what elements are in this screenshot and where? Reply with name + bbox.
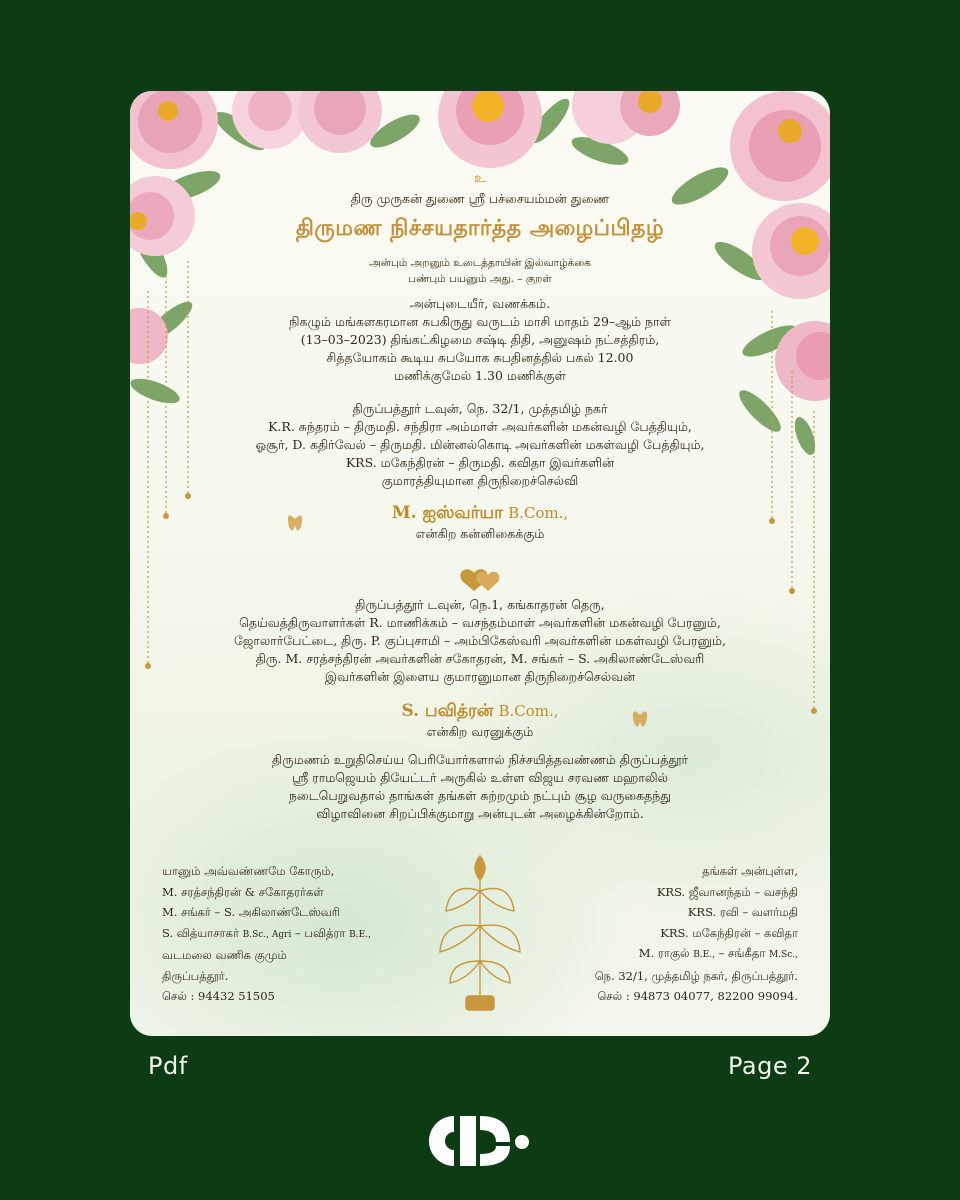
invitee-line: நெ. 32/1, முத்தமிழ் நகர், திருப்பத்தூர். (594, 968, 798, 983)
deities-line: திரு முருகன் துணை ஸ்ரீ பச்சையம்மன் துணை (350, 191, 610, 206)
greeting-line: (13–03–2023) திங்கட்கிழமை சஷ்டி திதி, அனுஷம் நட்சத்திரம், (300, 332, 660, 347)
invitee-line: M. சரத்சந்திரன் & சகோதரர்கள் (162, 884, 324, 899)
lotus-ornament (440, 856, 520, 1010)
bride-family-line: ஓசூர், D. கதிர்வேல் – திருமதி. மின்னல்கொடி அவர்களின் மகள்வழி பேத்தியும், (255, 437, 705, 452)
invitee-line: KRS. ஜீவானந்தம் – வசந்தி (656, 884, 798, 899)
bride-degree: B.Com., (508, 504, 569, 522)
closing-block (130, 751, 830, 823)
closing-line: ஸ்ரீ ராமஜெயம் தியேட்டர் அருகில் உள்ள விஜய சரவண மஹாலில் (292, 770, 668, 785)
greeting-line: அன்புடையீர், வணக்கம். (409, 296, 551, 311)
bride-family-line: குமாரத்தியுமான திருநிறைச்செல்வி (381, 473, 579, 488)
invitee-degree: B.E., (349, 929, 371, 940)
closing-line: நடைபெறுவதால் தாங்கள் தங்கள் சுற்றமும் நட்பும் சூழ வருகைதந்து (288, 788, 672, 803)
invitee-degree: B.Sc., Agri (242, 929, 292, 940)
invitation-card (130, 91, 830, 1036)
kural-line: அன்பும் அறனும் உடைத்தாயின் இல்வாழ்க்கை (369, 257, 591, 269)
bride-family-line: திருப்பத்தூர் டவுன், நெ. 32/1, முத்தமிழ் நகர் (352, 401, 608, 416)
invitee-degree: B.E., (693, 950, 715, 960)
kural-line: பண்பும் பயனும் அது. – குறள் (408, 273, 552, 285)
invitee-phone: செல் : 94873 04077, 82200 99094. (597, 989, 798, 1003)
invitee-line: KRS. ரவி – வளர்மதி (687, 905, 798, 919)
greeting-line: மணிக்குமேல் 1.30 மணிக்குள் (394, 368, 566, 383)
groom-family-line: இவர்களின் இளைய குமாரனுமான திருநிறைச்செல்வன் (324, 669, 636, 684)
invitee-name: – சங்கீதா (718, 946, 766, 960)
invitee-line (595, 943, 798, 966)
groom-family-line: திருப்பத்தூர் டவுன், நெ.1, கங்காதரன் தெரு, (355, 597, 605, 612)
groom-family-line: திரு. M. சரத்சந்திரன் அவர்களின் சகோதரன், M. சங்கர் – S. அகிலாண்டேஸ்வரி (255, 651, 705, 666)
closing-line: விழாவினை சிறப்பிக்குமாறு அன்புடன் அழைக்கின்றோம். (316, 806, 644, 821)
page-label: Page 2 (728, 1052, 812, 1080)
hearts-icon (460, 569, 499, 591)
groom-name-line (130, 701, 830, 723)
invitee-line: M. சங்கர் – S. அகிலாண்டேஸ்வரி (162, 905, 341, 919)
invitee-phone: செல் : 94432 51505 (162, 989, 275, 1003)
invitee-name: M. ராகுல் (638, 946, 690, 960)
invitation-title: திருமண நிச்சயதார்த்த அழைப்பிதழ் (295, 215, 665, 241)
bride-name: M. ஐஸ்வர்யா (391, 503, 504, 523)
bride-name-line (130, 503, 830, 525)
left-invitees (162, 861, 371, 1007)
closing-line: திருமணம் உறுதிசெய்ய பெரியோர்களால் நிச்சயித்தவண்ணம் திருப்பத்தூர் (271, 752, 689, 767)
groom-suffix: என்கிற வரனுக்கும் (426, 724, 534, 739)
invitee-line: KRS. மகேந்திரன் – கவிதா (660, 925, 798, 940)
groom-name: S. பவித்ரன் (401, 701, 494, 721)
invitee-line: திருப்பத்தூர். (162, 968, 229, 983)
greeting-block (130, 295, 830, 385)
groom-family-line: ஜோலார்பேட்டை, திரு. P. குப்புசாமி – அம்பிகேஸ்வரி அவர்களின் மகள்வழி பேரனும், (234, 633, 726, 648)
groom-degree: B.Com., (498, 702, 559, 720)
groom-family-line: தெய்வத்திருவாளர்கள் R. மாணிக்கம் – வசந்தம்மாள் அவர்களின் மகன்வழி பேரனும், (239, 615, 721, 630)
bride-family-line: K.R. சுந்தரம் – திருமதி. சந்திரா அம்மாள் அவர்களின் மகன்வழி பேத்தியும், (268, 419, 692, 434)
invitee-line (162, 923, 371, 946)
kural (130, 255, 830, 287)
invitee-line: யானும் அவ்வண்ணமே கோரும், (162, 864, 335, 878)
invitee-name: S. வித்யாசாகர் (162, 925, 239, 940)
invitee-degree: M.Sc., (768, 950, 798, 960)
invitee-name: – பவித்ரா (295, 925, 346, 940)
format-label: Pdf (148, 1052, 188, 1080)
bride-family-block (130, 400, 830, 490)
invitee-line: வடமலை வணிக குமும் (162, 948, 287, 962)
greeting-line: சித்தயோகம் கூடிய சுபயோக சுபதினத்தில் பகல் 12.00 (326, 350, 634, 365)
invitee-line: தங்கள் அன்புள்ள, (702, 864, 798, 878)
bride-suffix: என்கிற கன்னிகைக்கும் (415, 526, 545, 541)
right-invitees (595, 861, 798, 1007)
groom-family-block (130, 596, 830, 686)
om-symbol: உ (474, 171, 486, 186)
brand-logo-icon (424, 1112, 536, 1170)
bride-family-line: KRS. மகேந்திரன் – திருமதி. கவிதா இவர்களின் (345, 455, 615, 470)
greeting-line: நிகழும் மங்களகரமான சுபகிருது வருடம் மாசி மாதம் 29–ஆம் நாள் (289, 314, 671, 329)
